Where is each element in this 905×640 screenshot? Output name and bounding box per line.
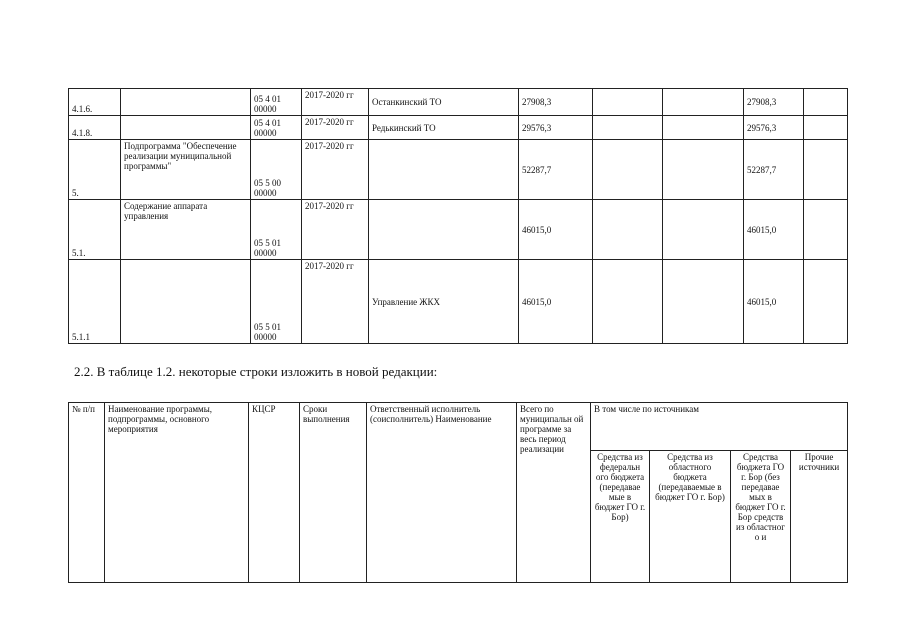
cell-name: Содержание аппарата управления bbox=[121, 200, 251, 260]
cell-num: 5.1.1 bbox=[69, 260, 121, 344]
cell-total: 52287,7 bbox=[519, 140, 593, 200]
cell-bor: 46015,0 bbox=[744, 260, 804, 344]
header-obl: Средства из областного бюджета (передаваемые в бюджет ГО г. Бор) bbox=[650, 451, 731, 583]
cell-kcsr: 05 5 01 00000 bbox=[251, 260, 302, 344]
cell-bor: 52287,7 bbox=[744, 140, 804, 200]
table-1-2-header bbox=[68, 402, 848, 583]
cell-exec: Редькинский ТО bbox=[369, 116, 519, 140]
table-row bbox=[69, 200, 848, 260]
cell-bor: 27908,3 bbox=[744, 89, 804, 116]
header-name: Наименование программы, подпрограммы, основного мероприятия bbox=[105, 403, 249, 583]
cell-num: 5.1. bbox=[69, 200, 121, 260]
cell-num: 4.1.8. bbox=[69, 116, 121, 140]
cell-fed bbox=[593, 140, 663, 200]
cell-kcsr: 05 4 01 00000 bbox=[251, 116, 302, 140]
cell-bor: 29576,3 bbox=[744, 116, 804, 140]
cell-exec bbox=[369, 200, 519, 260]
cell-total: 46015,0 bbox=[519, 200, 593, 260]
cell-name bbox=[121, 116, 251, 140]
cell-other bbox=[804, 140, 848, 200]
cell-other bbox=[804, 200, 848, 260]
cell-total: 46015,0 bbox=[519, 260, 593, 344]
header-kcsr: КЦСР bbox=[249, 403, 300, 583]
cell-kcsr: 05 4 01 00000 bbox=[251, 89, 302, 116]
header-sources: В том числе по источникам bbox=[591, 403, 848, 451]
cell-other bbox=[804, 89, 848, 116]
cell-other bbox=[804, 260, 848, 344]
cell-num: 4.1.6. bbox=[69, 89, 121, 116]
cell-fed bbox=[593, 260, 663, 344]
cell-other bbox=[804, 116, 848, 140]
header-fed: Средства из федеральн ого бюджета (передавае мые в бюджет ГО г. Бор) bbox=[591, 451, 650, 583]
cell-obl bbox=[663, 200, 744, 260]
cell-bor: 46015,0 bbox=[744, 200, 804, 260]
cell-period: 2017-2020 гг bbox=[302, 116, 369, 140]
header-other: Прочие источники bbox=[791, 451, 848, 583]
cell-total: 29576,3 bbox=[519, 116, 593, 140]
cell-name bbox=[121, 89, 251, 116]
cell-name: Подпрограмма "Обеспечение реализации муниципальной программы" bbox=[121, 140, 251, 200]
cell-fed bbox=[593, 200, 663, 260]
cell-name bbox=[121, 260, 251, 344]
cell-fed bbox=[593, 89, 663, 116]
cell-obl bbox=[663, 89, 744, 116]
cell-obl bbox=[663, 260, 744, 344]
cell-period: 2017-2020 гг bbox=[302, 140, 369, 200]
header-exec: Ответственный исполнитель (соисполнитель) Наименование bbox=[367, 403, 517, 583]
header-bor: Средства бюджета ГО г. Бор (без передавае мых в бюджет ГО г. Бор средств из областног о и bbox=[731, 451, 791, 583]
header-period: Сроки выполнения bbox=[300, 403, 367, 583]
table-row bbox=[69, 140, 848, 200]
cell-kcsr: 05 5 01 00000 bbox=[251, 200, 302, 260]
cell-obl bbox=[663, 116, 744, 140]
cell-exec: Управление ЖКХ bbox=[369, 260, 519, 344]
header-total: Всего по муниципальн ой программе за весь период реализации bbox=[517, 403, 591, 583]
table-row bbox=[69, 89, 848, 116]
cell-period: 2017-2020 гг bbox=[302, 89, 369, 116]
table-row bbox=[69, 116, 848, 140]
cell-obl bbox=[663, 140, 744, 200]
cell-period: 2017-2020 гг bbox=[302, 260, 369, 344]
cell-exec bbox=[369, 140, 519, 200]
cell-kcsr: 05 5 00 00000 bbox=[251, 140, 302, 200]
cell-exec: Останкинский ТО bbox=[369, 89, 519, 116]
table-row bbox=[69, 260, 848, 344]
cell-total: 27908,3 bbox=[519, 89, 593, 116]
cell-fed bbox=[593, 116, 663, 140]
section-heading: 2.2. В таблице 1.2. некоторые строки изложить в новой редакции: bbox=[74, 364, 438, 379]
header-num: № п/п bbox=[69, 403, 105, 583]
continuation-table bbox=[68, 88, 848, 344]
cell-period: 2017-2020 гг bbox=[302, 200, 369, 260]
cell-num: 5. bbox=[69, 140, 121, 200]
